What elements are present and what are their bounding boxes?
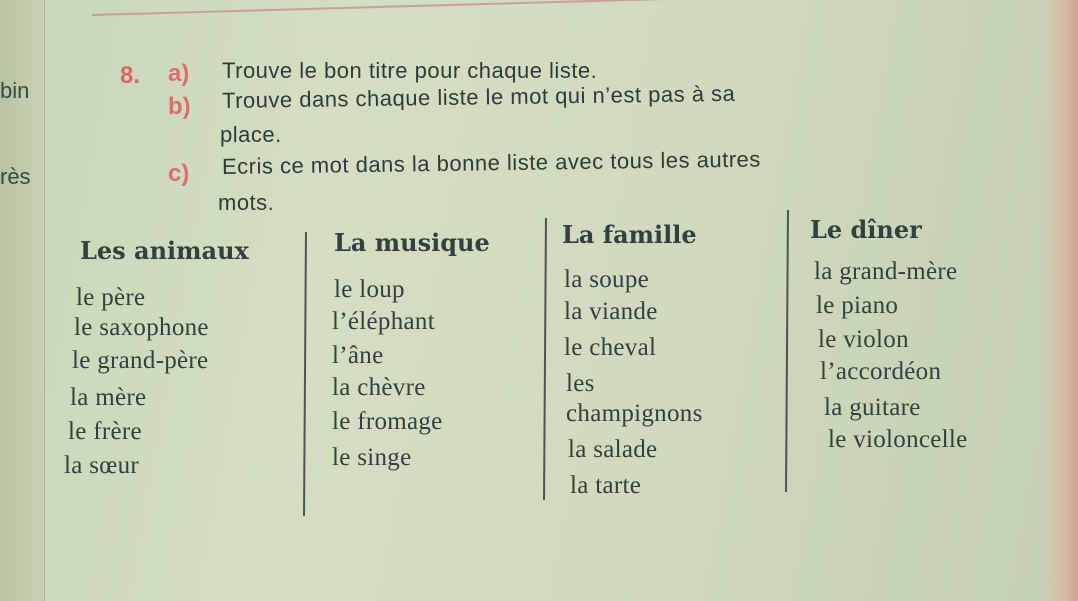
- list-item: la tarte: [570, 472, 642, 499]
- item-c-letter: c): [168, 160, 190, 187]
- item-a-letter: a): [168, 60, 190, 87]
- list-item: les: [566, 370, 595, 397]
- list-item: la chèvre: [332, 374, 426, 401]
- list-item: le saxophone: [74, 314, 209, 341]
- list-item: le père: [76, 284, 146, 311]
- column-title: La musique: [334, 228, 490, 257]
- item-b-text-cont: place.: [220, 122, 282, 147]
- list-item: le violon: [818, 326, 909, 353]
- item-c-text: Ecris ce mot dans la bonne liste avec tous les autres: [221, 146, 761, 179]
- list-item: l’accordéon: [820, 358, 942, 385]
- list-item: le grand-père: [72, 347, 209, 374]
- list-item: la grand-mère: [814, 258, 958, 285]
- list-item: l’âne: [332, 342, 384, 369]
- item-b-letter: b): [168, 93, 191, 120]
- item-a-text: Trouve le bon titre pour chaque liste.: [222, 58, 598, 83]
- list-item: le piano: [816, 292, 899, 319]
- side-fragment-bottom: rès: [0, 164, 31, 189]
- column-divider: [543, 218, 546, 500]
- list-item: le frère: [68, 418, 142, 445]
- list-item: l’éléphant: [332, 308, 435, 335]
- list-item: champignons: [566, 400, 703, 427]
- side-fragment-top: bin: [0, 78, 30, 103]
- list-item: la soupe: [564, 266, 650, 293]
- list-item: le singe: [332, 444, 412, 471]
- list-item: le violoncelle: [828, 426, 968, 453]
- list-item: la guitare: [824, 394, 921, 421]
- list-item: le cheval: [564, 334, 657, 361]
- column-title: Les animaux: [80, 236, 249, 265]
- exercise-number: 8.: [120, 62, 141, 89]
- list-item: la viande: [564, 298, 658, 325]
- top-divider: [92, 0, 992, 16]
- list-item: le fromage: [332, 408, 443, 435]
- page-edge: [1044, 0, 1078, 601]
- item-b-text: Trouve dans chaque liste le mot qui n’est pas à sa: [221, 80, 736, 113]
- list-item: la sœur: [64, 452, 140, 479]
- column-divider: [785, 210, 788, 492]
- list-item: le loup: [334, 276, 405, 303]
- item-c-text-cont: mots.: [218, 190, 275, 215]
- column-title: La famille: [562, 220, 697, 249]
- list-item: la mère: [70, 384, 147, 411]
- column-title: Le dîner: [810, 215, 922, 244]
- column-divider: [303, 232, 306, 516]
- list-item: la salade: [568, 436, 658, 463]
